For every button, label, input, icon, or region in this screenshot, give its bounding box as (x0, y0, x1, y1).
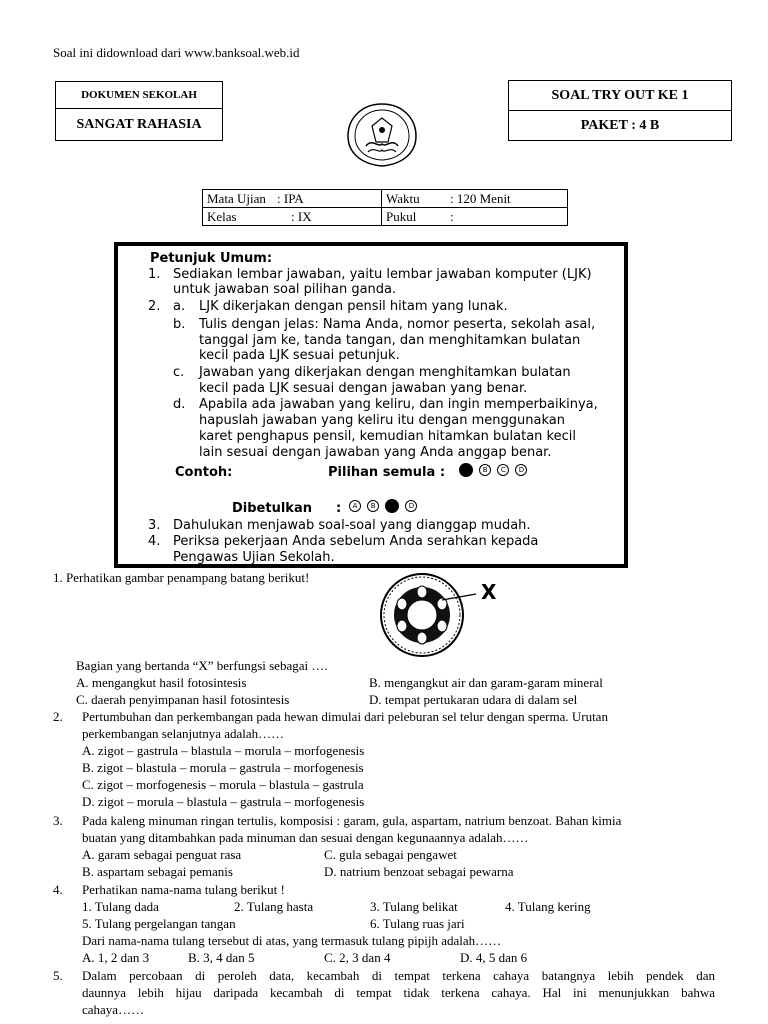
bone-item-6: 6. Tulang ruas jari (370, 916, 465, 931)
item-2d-line4: lain sesuai dengan jawaban yang Anda anggap benar. (199, 445, 552, 460)
bone-item-5: 5. Tulang pergelangan tangan (82, 916, 236, 931)
question-1-option-d: D. tempat pertukaran udara di dalam sel (369, 692, 578, 707)
subject-value: : IPA (277, 191, 304, 206)
tut-wuri-handayani-logo (340, 100, 424, 170)
question-4-number: 4. (53, 882, 63, 897)
question-2-option-a: A. zigot – gastrula – blastula – morula – morfogenesis (82, 743, 365, 758)
item-2c-line2: kecil pada LJK sesuai dengan jawaban yang benar. (199, 381, 528, 396)
item-2d-line1: Apabila ada jawaban yang keliru, dan ingin memperbaikinya, (199, 397, 598, 412)
question-3-option-b: B. aspartam sebagai pemanis (82, 864, 233, 879)
hour-value: : (450, 209, 454, 224)
bubble-d: D (515, 464, 527, 476)
question-2-option-c: C. zigot – morfogenesis – morula – blastula – gastrula (82, 777, 364, 792)
item-2c-letter: c. (173, 365, 185, 380)
item-4-line1: Periksa pekerjaan Anda sebelum Anda serahkan kepada (173, 534, 539, 549)
item-2b-line1: Tulis dengan jelas: Nama Anda, nomor peserta, sekolah asal, (199, 317, 596, 332)
question-4-prompt: Dari nama-nama tulang tersebut di atas, yang termasuk tulang pipijh adalah…… (82, 933, 502, 948)
stem-cross-section-figure (380, 572, 500, 658)
bone-item-2: 2. Tulang hasta (234, 899, 314, 914)
item-2d-letter: d. (173, 397, 186, 412)
bone-item-3: 3. Tulang belikat (370, 899, 458, 914)
item-1-line1: Sediakan lembar jawaban, yaitu lembar jawaban komputer (LJK) (173, 267, 592, 282)
figure-label-x: X (481, 580, 497, 604)
question-3-option-c: C. gula sebagai pengawet (324, 847, 457, 862)
secrecy-label: SANGAT RAHASIA (55, 108, 223, 141)
bubble-a: A (349, 500, 361, 512)
subject-label: Mata Ujian (207, 191, 266, 206)
class-label: Kelas (207, 209, 237, 224)
question-1-option-a: A. mengangkut hasil fotosintesis (76, 675, 247, 690)
question-1-text: 1. Perhatikan gambar penampang batang berikut! (53, 570, 310, 585)
question-4-line1: Perhatikan nama-nama tulang berikut ! (82, 882, 285, 897)
bone-item-4: 4. Tulang kering (505, 899, 591, 914)
question-5-line3: cahaya…… (82, 1002, 145, 1017)
initial-choice-label: Pilihan semula : (328, 465, 446, 480)
question-3-line1: Pada kaleng minuman ringan tertulis, komposisi : garam, gula, aspartam, natrium benzoat. Bahan kimia (82, 813, 622, 828)
question-2-line1: Pertumbuhan dan perkembangan pada hewan dimulai dari peleburan sel telur dengan sperma. Urutan (82, 709, 608, 724)
time-value: : 120 Menit (450, 191, 511, 206)
corrected-bubbles (348, 498, 418, 514)
bubble-d: D (405, 500, 417, 512)
bubble-b: B (367, 500, 379, 512)
item-2d-line2: hapuslah jawaban yang keliru itu dengan menggunakan (199, 413, 565, 428)
general-instructions-box (114, 242, 628, 568)
question-5-number: 5. (53, 968, 63, 983)
exam-title: SOAL TRY OUT KE 1 (508, 80, 732, 111)
question-2-option-b: B. zigot – blastula – morula – gastrula – morfogenesis (82, 760, 364, 775)
question-2-line2: perkembangan selanjutnya adalah…… (82, 726, 285, 741)
bubble-filled-a (459, 463, 473, 477)
item-2-num: 2. (148, 299, 161, 314)
item-2a-text: LJK dikerjakan dengan pensil hitam yang lunak. (199, 299, 508, 314)
question-3-line2: buatan yang ditambahkan pada minuman dan sesuai dengan kegunaannya adalah…… (82, 830, 529, 845)
question-3-number: 3. (53, 813, 63, 828)
corrected-colon: : (336, 501, 342, 516)
class-value: : IX (291, 209, 312, 224)
question-4-option-d: D. 4, 5 dan 6 (460, 950, 528, 965)
question-3-option-a: A. garam sebagai penguat rasa (82, 847, 242, 862)
question-5-line1: Dalam percobaan di peroleh data, kecambah di tempat terkena cahaya batangnya lebih pendek dan (82, 968, 715, 983)
corrected-label: Dibetulkan (232, 501, 312, 516)
item-2b-line3: kecil pada LJK sesuai petunjuk. (199, 348, 400, 363)
question-1-prompt: Bagian yang bertanda “X” berfungsi sebagai …. (76, 658, 328, 673)
question-3-option-d: D. natrium benzoat sebagai pewarna (324, 864, 514, 879)
item-2a-letter: a. (173, 299, 186, 314)
question-4-option-c: C. 2, 3 dan 4 (324, 950, 391, 965)
time-label: Waktu (386, 191, 420, 206)
item-2b-line2: tanggal jam ke, tanda tangan, dan menghitamkan bulatan (199, 333, 581, 348)
item-4-line2: Pengawas Ujian Sekolah. (173, 550, 335, 565)
exam-info-table (202, 189, 568, 226)
question-1-option-b: B. mengangkut air dan garam-garam mineral (369, 675, 603, 690)
bone-item-1: 1. Tulang dada (82, 899, 159, 914)
item-2b-letter: b. (173, 317, 186, 332)
bubble-b: B (479, 464, 491, 476)
question-4-option-a: A. 1, 2 dan 3 (82, 950, 150, 965)
item-4-num: 4. (148, 534, 161, 549)
question-2-option-d: D. zigot – morula – blastula – gastrula – morfogenesis (82, 794, 365, 809)
paket-label: PAKET : 4 B (508, 110, 732, 141)
hour-label: Pukul (386, 209, 417, 224)
item-3-num: 3. (148, 518, 161, 533)
instructions-title: Petunjuk Umum: (150, 251, 273, 266)
item-1-line2: untuk jawaban soal pilihan ganda. (173, 282, 397, 297)
question-2-number: 2. (53, 709, 63, 724)
example-label: Contoh: (175, 465, 233, 480)
download-note: Soal ini didownload dari www.banksoal.web.id (53, 45, 300, 60)
question-1-option-c: C. daerah penyimpanan hasil fotosintesis (76, 692, 290, 707)
document-label: DOKUMEN SEKOLAH (55, 81, 223, 109)
exam-title-box (508, 80, 732, 142)
initial-choice-bubbles (458, 462, 528, 478)
item-2d-line3: karet penghapus pensil, kemudian hitamkan bulatan kecil (199, 429, 576, 444)
item-3-text: Dahulukan menjawab soal-soal yang dianggap mudah. (173, 518, 531, 533)
document-classification-box (55, 81, 223, 141)
question-5-line2: daunnya lebih hijau daripada kecambah di tempat tidak terkena cahaya. Hal ini menunjukkan bahwa (82, 985, 715, 1000)
question-4-option-b: B. 3, 4 dan 5 (188, 950, 255, 965)
item-1-num: 1. (148, 267, 161, 282)
item-2c-line1: Jawaban yang dikerjakan dengan menghitamkan bulatan (199, 365, 571, 380)
bubble-c: C (497, 464, 509, 476)
bubble-filled-c (385, 499, 399, 513)
